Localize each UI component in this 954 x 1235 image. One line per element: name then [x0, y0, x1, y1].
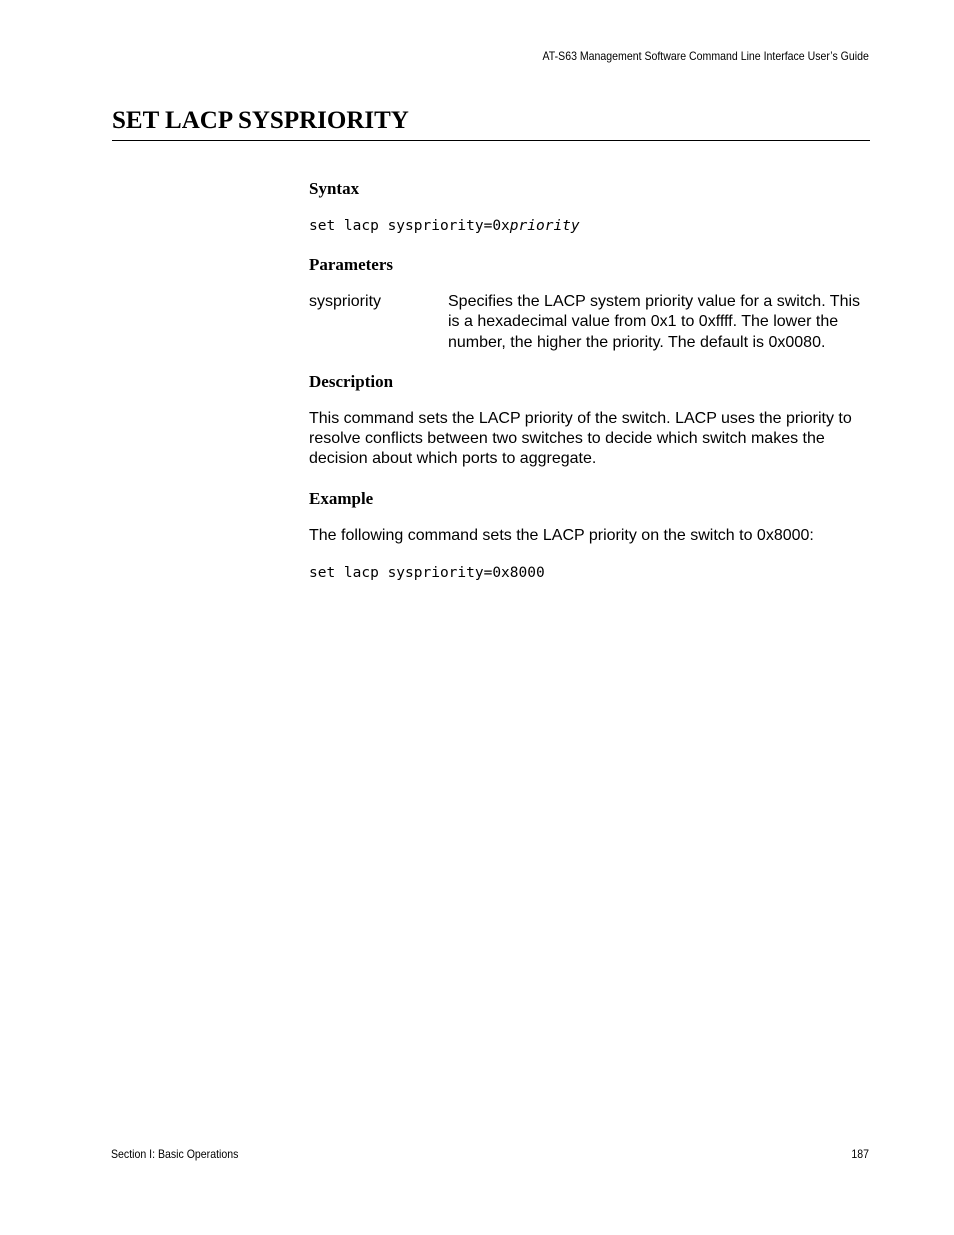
- parameters-heading: Parameters: [309, 255, 394, 274]
- example-heading: Example: [309, 488, 374, 508]
- syntax-command: [309, 216, 871, 236]
- example-command: set lacp syspriority=0x8000: [309, 565, 545, 582]
- syntax-command-prefix: set lacp syspriority=0x: [309, 218, 510, 234]
- parameter-name: syspriority: [309, 293, 382, 310]
- description-text: This command sets the LACP priority of the switch. LACP uses the priority to resolve conflicts between two switches to decide which switch makes the decision about which ports to aggregate.: [309, 409, 852, 468]
- example-text: The following command sets the LACP priority on the switch to 0x8000:: [309, 526, 814, 544]
- parameter-row: [309, 292, 871, 353]
- description-heading: Description: [309, 371, 394, 391]
- syntax-command-variable: priority: [509, 218, 580, 234]
- page-title: SET LACP SYSPRIORITY: [112, 106, 870, 141]
- syntax-heading: Syntax: [309, 179, 360, 198]
- running-header: AT-S63 Management Software Command Line Interface User’s Guide: [542, 49, 869, 63]
- main-content: [309, 178, 871, 583]
- footer-section: Section I: Basic Operations: [111, 1147, 239, 1161]
- footer-page-number: 187: [851, 1147, 869, 1161]
- parameter-description: Specifies the LACP system priority value for a switch. This is a hexadecimal value from 0x1 to 0xffff. The lower the number, the higher the priority. The default is 0x0080.: [448, 293, 861, 351]
